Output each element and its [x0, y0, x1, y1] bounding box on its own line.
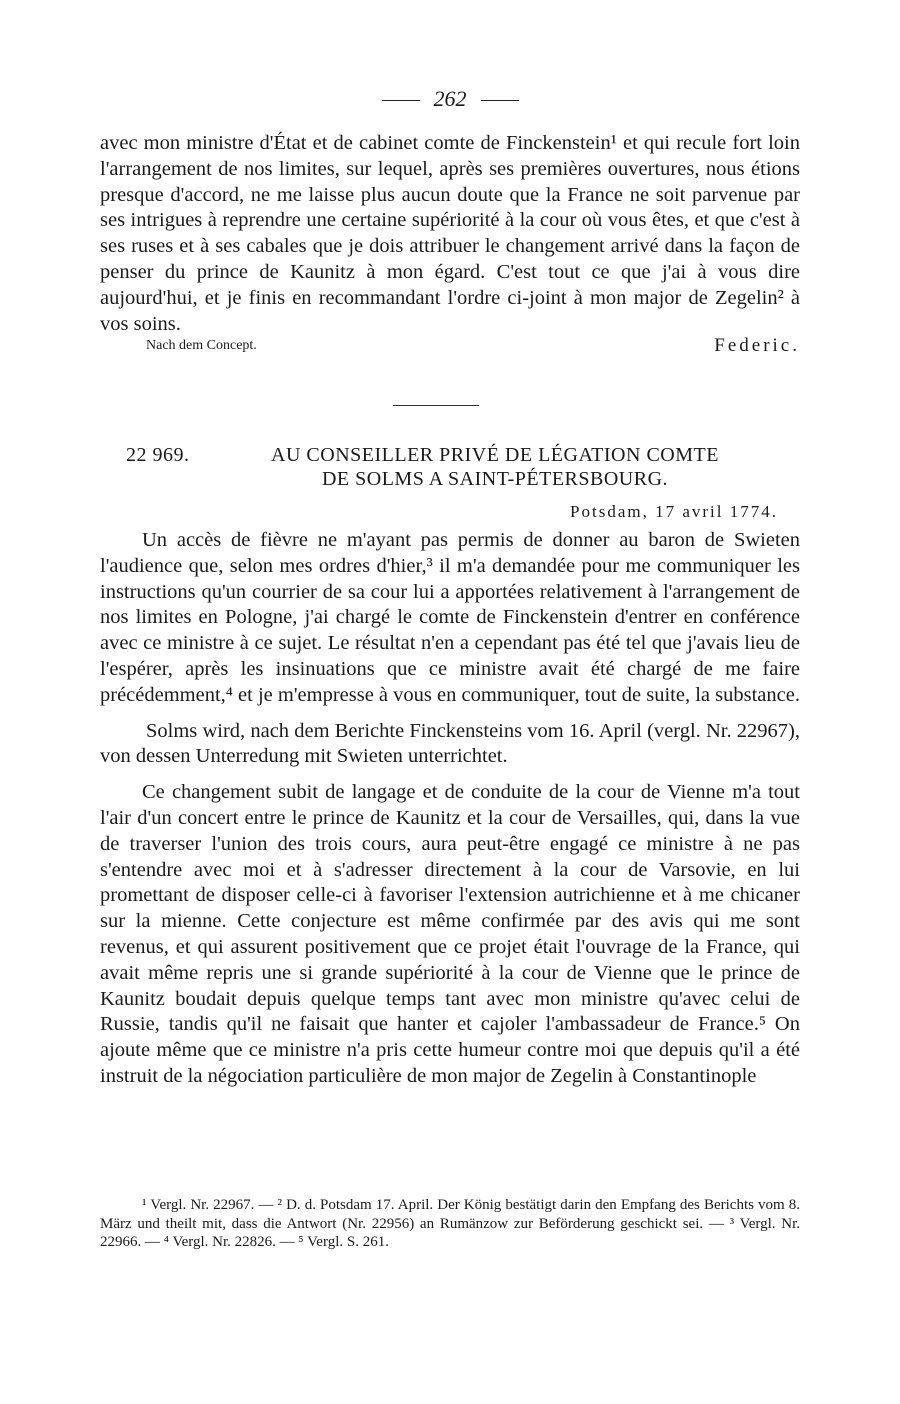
section-divider [393, 405, 479, 406]
running-header [0, 86, 900, 112]
header-dash-left [382, 100, 420, 101]
footnotes-text: ¹ Vergl. Nr. 22967. — ² D. d. Potsdam 17. April. Der König bestätigt darin den Empfang des Berichts vom 8. März und theilt mit, dass die Antwort (Nr. 22956) an Rumänzow zur Beförderung geschickt sei. — ³ Vergl. Nr. 22966. — ⁴ Vergl. Nr. 22826. — ⁵ Vergl. S. 261. [100, 1197, 800, 1250]
letter-heading-line2: DE SOLMS A SAINT-PÉTERSBOURG. [321, 468, 669, 490]
body-paragraph-2: Ce changement subit de langage et de conduite de la cour de Vienne m'a tout l'air d'un concert entre le prince de Kaunitz et la cour de Versailles, qui, dans la vue de traverser l'union des trois cours, aura peut-être engagé ce ministre à ne pas s'entendre avec moi et à s'adresser directement à la cour de Varsovie, en lui promettant de disposer celle-ci à favoriser l'extension autrichienne et à me chicaner sur la mienne. Cette conjecture est même confirmée par des avis qui me sont revenus, et qui assurent positivement que ce projet était l'ouvrage de la France, qui avait même repris une si grande supériorité à la cour de Vienne que le prince de Kaunitz boudait depuis quelque temps tant avec mon ministre qu'avec celui de Russie, tandis qu'il ne faisait que hanter et cajoler l'ambassadeur de France.⁵ On ajoute même que ce ministre n'a pris cette humeur contre moi que depuis qu'il a été instruit de la négociation particulière de mon major de Zegelin à Constantinople [100, 781, 800, 1087]
body-paragraph-1: Un accès de fièvre ne m'ayant pas permis de donner au baron de Swieten l'audience que, selon mes ordres d'hier,³ il m'a demandée pour me communiquer les instructions qu'un courrier de sa cour lui a apportées relativement à l'arrangement de nos limites en Pologne, j'ai chargé le comte de Finckenstein d'entrer en conférence avec ce ministre à ce sujet. Le résultat n'en a cependant pas été tel que j'avais lieu de l'espérer, après les insinuations que ce ministre avait été chargé de me faire précédemment,⁴ et je m'empresse à vous en communiquer, tout de suite, la substance. [100, 529, 800, 706]
editorial-note: Solms wird, nach dem Berichte Finckensteins vom 16. April (vergl. Nr. 22967), von dessen Unterredung mit Swieten unterrichtet. [100, 719, 800, 768]
dateline: Potsdam, 17 avril 1774. [570, 502, 778, 521]
source-note: Nach dem Concept. [146, 338, 257, 354]
footnotes [100, 1196, 800, 1252]
signature: Federic. [714, 335, 800, 357]
previous-letter-end [100, 131, 800, 357]
page-number: 262 [433, 86, 467, 111]
continuation-paragraph: avec mon ministre d'État et de cabinet comte de Finckenstein¹ et qui recule fort loin l'arrangement de nos limites, sur lequel, après ses premières ouvertures, nous étions presque d'accord, ne me laisse plus aucun doute que la France ne soit parvenue par ses intrigues à reprendre une certaine supériorité à la cour où vous êtes, et que c'est à ses ruses et à ses cabales que je dois attribuer le changement arrivé dans la façon de penser du prince de Kaunitz à mon égard. C'est tout ce que j'ai à vous dire aujourd'hui, et je finis en recommandant l'ordre ci-joint à mon major de Zegelin² à vos soins. [100, 132, 800, 335]
letter-number: 22 969. [126, 444, 190, 466]
header-dash-right [481, 100, 519, 101]
letter-body [100, 528, 800, 1090]
letter-heading-line1: AU CONSEILLER PRIVÉ DE LÉGATION COMTE [271, 444, 719, 466]
